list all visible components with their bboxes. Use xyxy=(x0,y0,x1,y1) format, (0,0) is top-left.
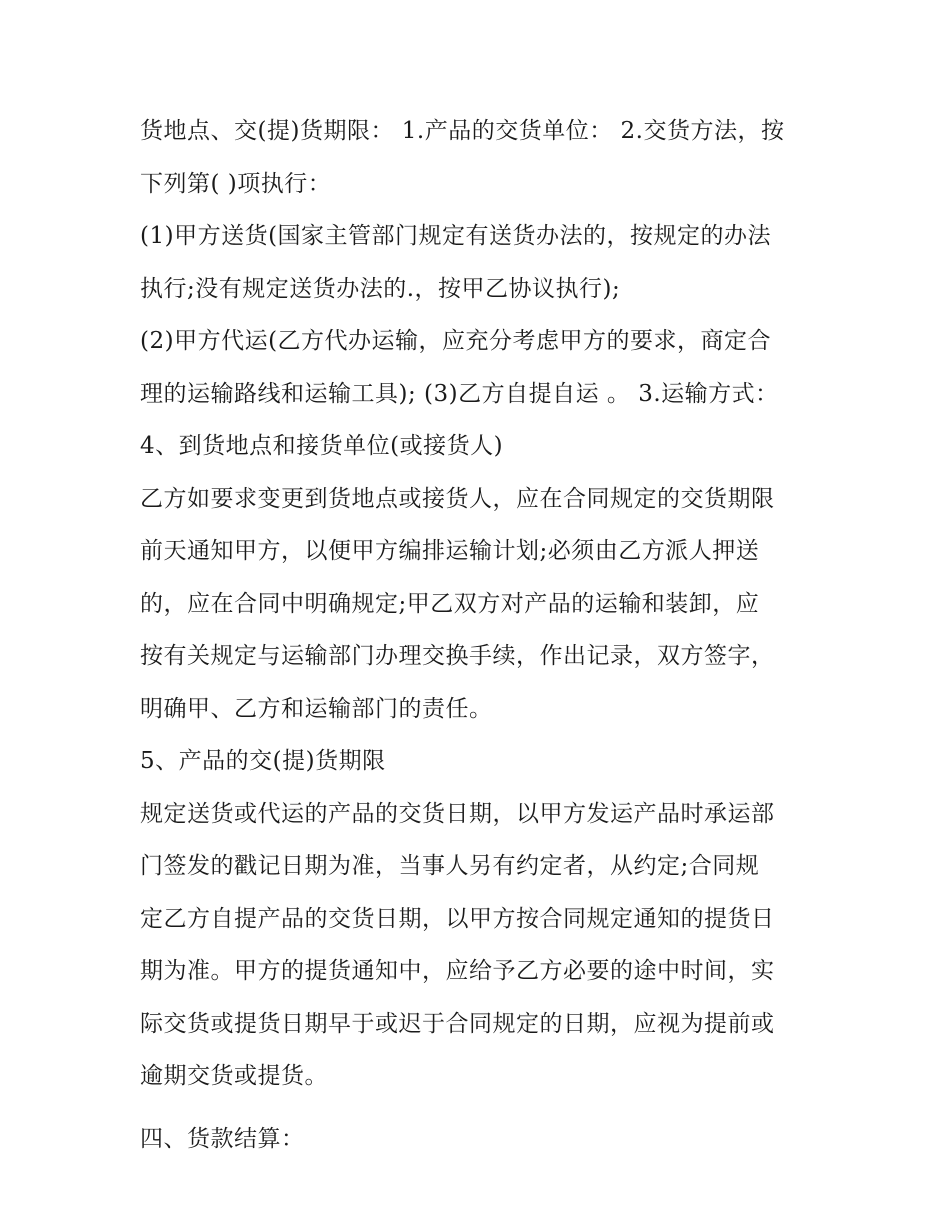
section-heading-payment: 四、货款结算： xyxy=(140,1125,305,1152)
section-heading-4: 4、到货地点和接货单位(或接货人) xyxy=(140,433,504,459)
text-line-14: 规定送货或代运的产品的交货日期，以甲方发运产品时承运部 xyxy=(140,800,775,827)
text-line-3: (1)甲方送货(国家主管部门规定有送货办法的，按规定的办法 xyxy=(140,223,772,249)
text-line-15: 门签发的戳记日期为准，当事人另有约定者，从约定;合同规 xyxy=(140,853,760,879)
text-line-18: 际交货或提货日期早于或迟于合同规定的日期，应视为提前或 xyxy=(140,1010,775,1037)
text-line-11: 按有关规定与运输部门办理交换手续，作出记录，双方签字， xyxy=(140,643,775,669)
text-line-2: 下列第( )项执行： xyxy=(140,170,332,197)
text-line-16: 定乙方自提产品的交货日期，以甲方按合同规定通知的提货日 xyxy=(140,905,775,932)
text-line-9: 前天通知甲方，以便甲方编排运输计划;必须由乙方派人押送 xyxy=(140,538,760,564)
text-line-6: 理的运输路线和运输工具); (3)乙方自提自运 。 3.运输方式： xyxy=(140,380,779,407)
document-body xyxy=(140,105,830,1165)
text-line-17: 期为准。甲方的提货通知中，应给予乙方必要的途中时间，实 xyxy=(140,958,775,984)
text-line-8: 乙方如要求变更到货地点或接货人，应在合同规定的交货期限 xyxy=(140,485,775,512)
text-line-5: (2)甲方代运(乙方代办运输，应充分考虑甲方的要求，商定合 xyxy=(140,328,772,354)
text-line-12: 明确甲、乙方和运输部门的责任。 xyxy=(140,695,493,722)
text-line-1: 货地点、交(提)货期限： 1.产品的交货单位： 2.交货方法，按 xyxy=(140,118,785,144)
section-heading-5: 5、产品的交(提)货期限 xyxy=(140,748,386,774)
text-line-10: 的，应在合同中明确规定;甲乙双方对产品的运输和装卸，应 xyxy=(140,590,760,617)
text-line-4: 执行;没有规定送货办法的.，按甲乙协议执行); xyxy=(140,275,621,302)
text-line-19: 逾期交货或提货。 xyxy=(140,1063,328,1089)
